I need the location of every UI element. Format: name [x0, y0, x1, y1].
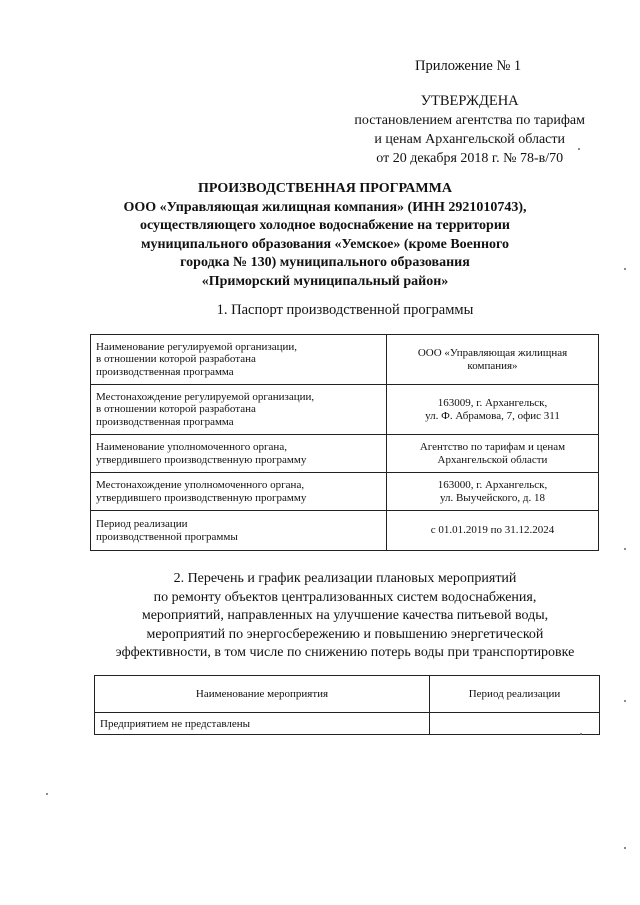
events-row — [95, 713, 600, 735]
program-title-line: муниципального образования «Уемское» (кроме Военного — [140, 236, 510, 252]
section-1-heading: 1. Паспорт производственной программы — [216, 302, 474, 318]
cell-line: Наименование регулируемой организации, — [96, 340, 298, 353]
cell-line: производственная программа — [96, 415, 234, 428]
scan-speck — [624, 700, 626, 702]
approval-line-3: от 20 декабря 2018 г. № 78-в/70 — [376, 151, 564, 166]
approval-line-2: и ценам Архангельской области — [374, 132, 566, 147]
cell-line: Период реализации — [96, 518, 188, 530]
passport-label — [91, 335, 387, 385]
approval-line-1: постановлением агентства по тарифам — [354, 113, 585, 128]
cell-line: 163009, г. Архангельск, — [437, 397, 548, 409]
events-cell-name: Предприятием не представлены — [95, 713, 430, 735]
events-table — [94, 675, 600, 735]
passport-value — [387, 335, 599, 385]
section-2-heading — [90, 570, 600, 663]
passport-row — [91, 435, 599, 473]
cell-line: Наименование уполномоченного органа, — [96, 441, 287, 453]
scan-speck — [624, 268, 626, 270]
program-title-line: ПРОИЗВОДСТВЕННАЯ ПРОГРАММА — [198, 181, 452, 196]
scan-speck — [46, 793, 48, 795]
passport-value — [387, 473, 599, 511]
events-cell-period — [430, 713, 600, 735]
cell-line: Архангельской области — [437, 453, 548, 466]
cell-line: Местонахождение уполномоченного органа, — [96, 479, 305, 491]
cell-line: Агентство по тарифам и ценам — [419, 441, 566, 453]
cell-line: 163000, г. Архангельск, — [437, 479, 548, 491]
passport-row — [91, 335, 599, 385]
scan-speck — [580, 733, 582, 735]
scan-speck — [624, 847, 626, 849]
cell-line: утвердившего производственную программу — [96, 453, 307, 466]
cell-line: ООО «Управляющая жилищная — [417, 347, 568, 359]
program-title — [90, 180, 560, 291]
appendix-number: Приложение № 1 — [415, 58, 522, 74]
section-2-heading-line: мероприятий по энергосбережению и повышению энергетической — [146, 626, 544, 642]
approval-title: УТВЕРЖДЕНА — [420, 93, 519, 109]
program-title-line: осуществляющего холодное водоснабжение на территории — [140, 218, 510, 233]
scan-speck — [578, 148, 580, 150]
cell-line: в отношении которой разработана — [96, 353, 256, 366]
approval-block — [354, 92, 585, 168]
passport-label — [91, 511, 387, 551]
cell-line: Местонахождение регулируемой организации, — [96, 390, 315, 403]
section-2-heading-line: по ремонту объектов централизованных систем водоснабжения, — [153, 589, 537, 605]
cell-line: в отношении которой разработана — [96, 403, 256, 416]
cell-line: ул. Ф. Абрамова, 7, офис 311 — [425, 409, 560, 422]
cell-line: ул. Выучейского, д. 18 — [439, 491, 546, 504]
cell-line: компания» — [467, 359, 518, 372]
passport-label — [91, 385, 387, 435]
cell-line: производственная программа — [96, 365, 234, 378]
program-title-line: «Приморский муниципальный район» — [201, 273, 449, 289]
events-header-name: Наименование мероприятия — [95, 676, 430, 713]
passport-label — [91, 473, 387, 511]
cell-line: производственной программы — [96, 530, 238, 543]
passport-row — [91, 385, 599, 435]
passport-value — [387, 435, 599, 473]
program-title-line: ООО «Управляющая жилищная компания» (ИНН 2921010743), — [123, 199, 527, 215]
events-header-row — [95, 676, 600, 713]
cell-line: утвердившего производственную программу — [96, 491, 307, 504]
passport-row — [91, 511, 599, 551]
events-header-period: Период реализации — [430, 676, 600, 713]
program-title-line: городка № 130) муниципального образования — [180, 255, 470, 270]
passport-row — [91, 473, 599, 511]
scan-speck — [624, 548, 626, 550]
passport-value — [387, 511, 599, 551]
passport-label — [91, 435, 387, 473]
passport-value — [387, 385, 599, 435]
section-2-heading-line: мероприятий, направленных на улучшение качества питьевой воды, — [141, 608, 549, 623]
cell-line: с 01.01.2019 по 31.12.2024 — [430, 524, 555, 537]
passport-table — [90, 334, 599, 551]
section-2-heading-line: эффективности, в том числе по снижению потерь воды при транспортировке — [115, 645, 575, 660]
section-2-heading-line: 2. Перечень и график реализации плановых мероприятий — [173, 571, 517, 586]
